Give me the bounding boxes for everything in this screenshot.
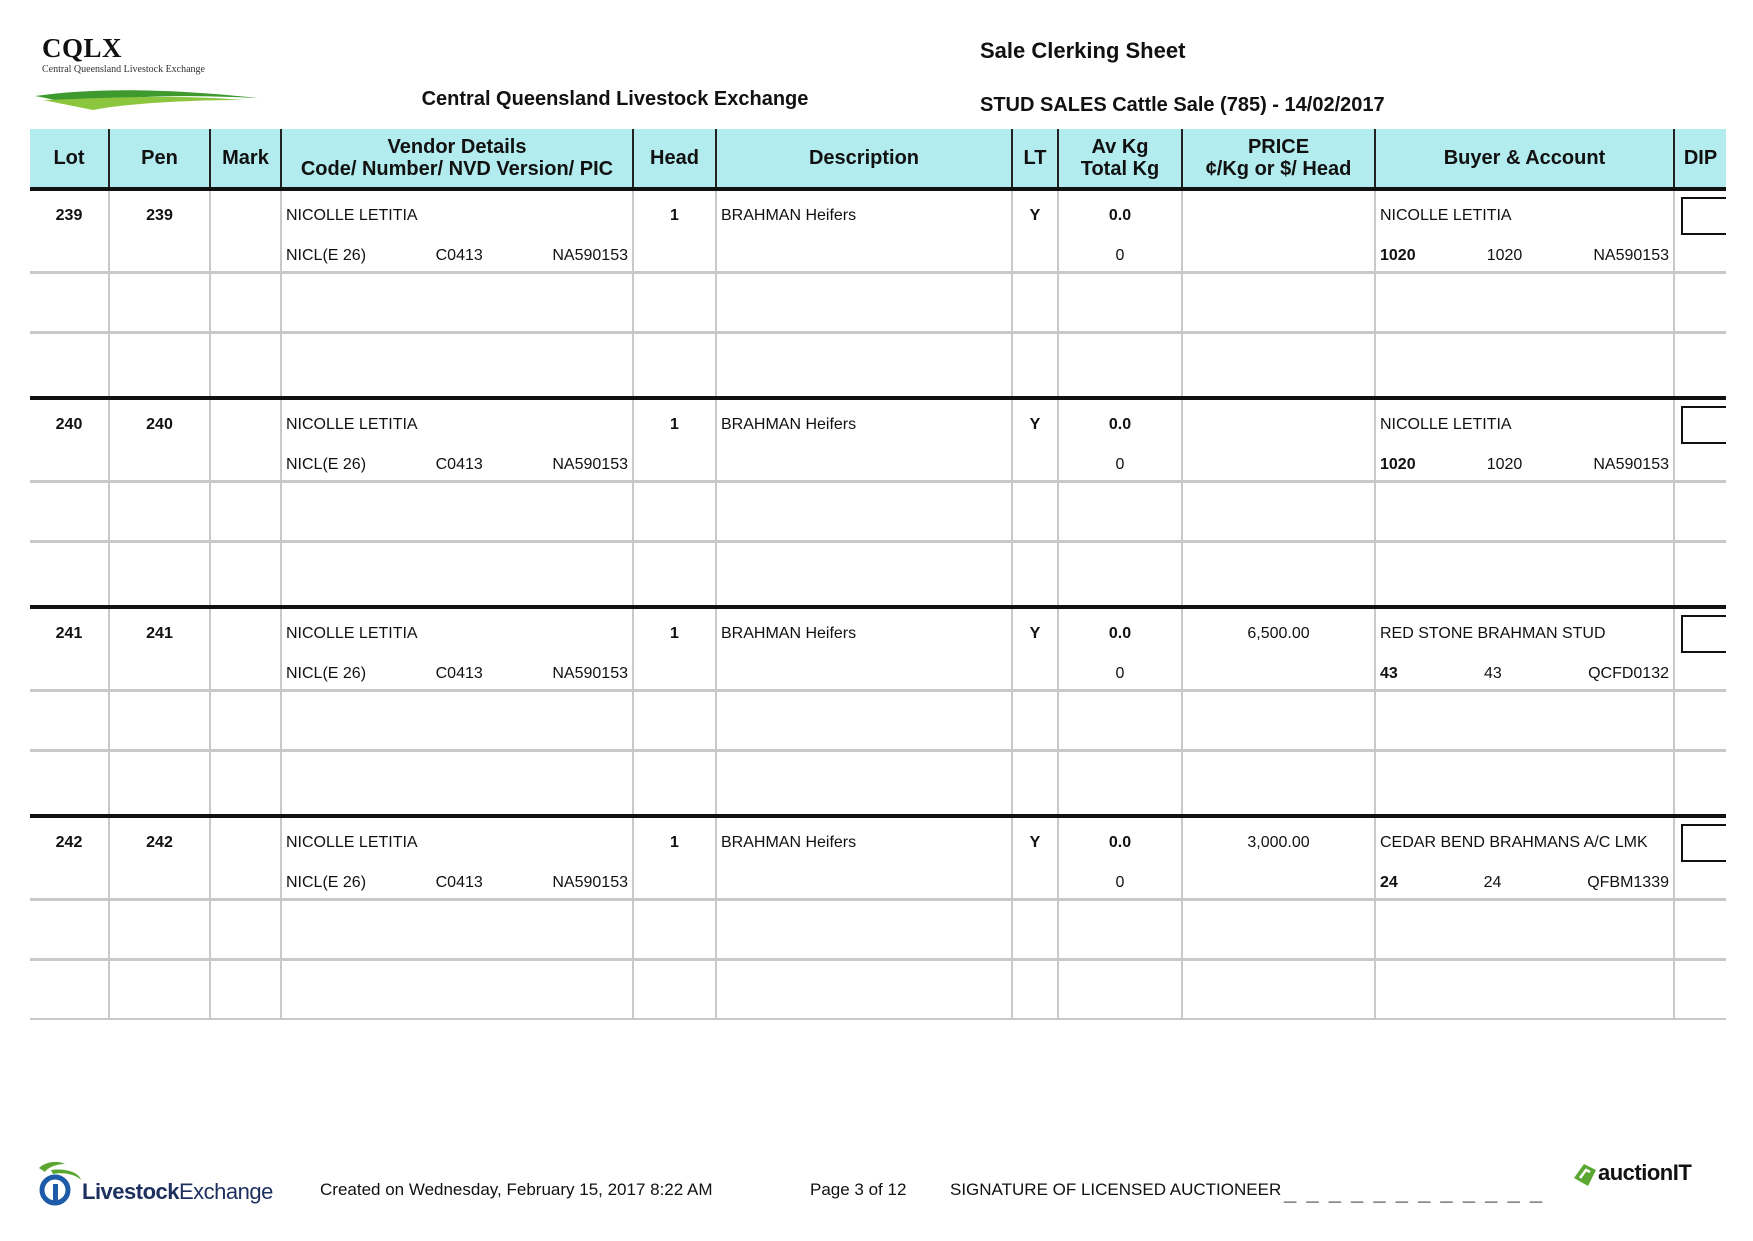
blank-cell[interactable] — [716, 960, 1012, 1020]
blank-cell[interactable] — [633, 273, 716, 333]
logo-text-light: Exchange — [179, 1179, 273, 1204]
col-header-lt: LT — [1012, 129, 1058, 189]
lt-flag: Y — [1012, 189, 1058, 241]
blank-cell[interactable] — [716, 482, 1012, 542]
head-blank — [633, 450, 716, 482]
description-blank — [716, 659, 1012, 691]
vendor-name: NICOLLE LETITIA — [281, 398, 633, 450]
blank-cell[interactable] — [109, 960, 210, 1020]
blank-cell[interactable] — [1182, 273, 1375, 333]
buyer-account: 1020 — [1486, 247, 1523, 264]
blank-cell[interactable] — [1674, 482, 1726, 542]
pen-number: 240 — [109, 398, 210, 450]
dip-cell — [1674, 189, 1726, 241]
page-number: Page 3 of 12 — [810, 1180, 907, 1199]
vendor-name: NICOLLE LETITIA — [281, 189, 633, 241]
vendor-name: NICOLLE LETITIA — [281, 816, 633, 868]
vendor-code: NICL(E 26) — [286, 247, 367, 264]
signature-label: SIGNATURE OF LICENSED AUCTIONEER — [950, 1180, 1282, 1199]
dip-checkbox[interactable] — [1681, 824, 1726, 862]
blank-cell[interactable] — [1182, 482, 1375, 542]
blank-cell[interactable] — [281, 482, 633, 542]
blank-cell[interactable] — [1058, 691, 1182, 751]
blank-cell[interactable] — [30, 751, 109, 817]
blank-cell[interactable] — [281, 542, 633, 608]
buyer-account: 24 — [1483, 874, 1502, 891]
mark-blank — [210, 868, 281, 900]
blank-cell[interactable] — [633, 960, 716, 1020]
dip-blank — [1674, 659, 1726, 691]
blank-cell[interactable] — [716, 900, 1012, 960]
blank-cell[interactable] — [1375, 273, 1674, 333]
vendor-codes — [281, 868, 633, 900]
head-count: 1 — [633, 607, 716, 659]
description: BRAHMAN Heifers — [716, 607, 1012, 659]
lot-row — [30, 398, 1726, 450]
col-header-buyer: Buyer & Account — [1375, 129, 1674, 189]
col-header-price-line2: ¢/Kg or $/ Head — [1205, 158, 1352, 180]
description-blank — [716, 868, 1012, 900]
av-kg: 0.0 — [1058, 189, 1182, 241]
blank-cell[interactable] — [633, 333, 716, 399]
blank-row — [30, 482, 1726, 542]
description-blank — [716, 241, 1012, 273]
pen-blank — [109, 659, 210, 691]
blank-cell[interactable] — [1375, 900, 1674, 960]
dip-blank — [1674, 450, 1726, 482]
blank-cell[interactable] — [1375, 333, 1674, 399]
total-kg: 0 — [1058, 659, 1182, 691]
blank-cell[interactable] — [1182, 691, 1375, 751]
mark-blank — [210, 241, 281, 273]
blank-cell[interactable] — [281, 960, 633, 1020]
vendor-codes — [281, 241, 633, 273]
blank-cell[interactable] — [1012, 273, 1058, 333]
pen-blank — [109, 868, 210, 900]
lot-blank — [30, 868, 109, 900]
blank-row — [30, 273, 1726, 333]
blank-cell[interactable] — [1674, 691, 1726, 751]
blank-cell[interactable] — [1182, 960, 1375, 1020]
blank-cell[interactable] — [1012, 691, 1058, 751]
lot-blank — [30, 450, 109, 482]
mark-blank — [210, 450, 281, 482]
lt-blank — [1012, 450, 1058, 482]
blank-cell[interactable] — [281, 900, 633, 960]
vendor-nvd: C0413 — [435, 665, 483, 682]
lot-row — [30, 816, 1726, 868]
blank-cell[interactable] — [1012, 751, 1058, 817]
lot-detail-row — [30, 659, 1726, 691]
blank-cell[interactable] — [109, 482, 210, 542]
lot-number: 242 — [30, 816, 109, 868]
livestock-exchange-logo-icon — [35, 1160, 83, 1210]
lot-number: 239 — [30, 189, 109, 241]
vendor-code: NICL(E 26) — [286, 665, 367, 682]
blank-cell[interactable] — [210, 960, 281, 1020]
lt-flag: Y — [1012, 816, 1058, 868]
vendor-nvd: C0413 — [435, 247, 483, 264]
blank-cell[interactable] — [210, 273, 281, 333]
av-kg: 0.0 — [1058, 816, 1182, 868]
lot-row — [30, 189, 1726, 241]
blank-cell[interactable] — [633, 542, 716, 608]
price[interactable] — [1182, 398, 1375, 450]
auctionit-logo-text: auctionIT — [1598, 1160, 1692, 1185]
blank-cell[interactable] — [210, 333, 281, 399]
pen-blank — [109, 241, 210, 273]
lot-blank — [30, 241, 109, 273]
blank-cell[interactable] — [716, 751, 1012, 817]
sheet-title: Sale Clerking Sheet — [980, 38, 1186, 63]
blank-cell[interactable] — [1182, 751, 1375, 817]
buyer-account: 43 — [1484, 665, 1502, 682]
mark-cell[interactable] — [210, 398, 281, 450]
blank-cell[interactable] — [633, 482, 716, 542]
vendor-code: NICL(E 26) — [286, 456, 367, 473]
buyer-pic: QFBM1339 — [1587, 874, 1669, 891]
cqlx-logo-subtitle: Central Queensland Livestock Exchange — [42, 64, 205, 75]
lot-number: 241 — [30, 607, 109, 659]
vendor-pic: NA590153 — [552, 874, 628, 891]
buyer-codes — [1375, 868, 1674, 900]
blank-cell[interactable] — [1375, 960, 1674, 1020]
blank-row — [30, 900, 1726, 960]
vendor-pic: NA590153 — [552, 456, 628, 473]
dip-checkbox[interactable] — [1681, 615, 1726, 653]
blank-cell[interactable] — [1674, 751, 1726, 817]
head-count: 1 — [633, 398, 716, 450]
blank-cell[interactable] — [109, 751, 210, 817]
cqlx-logo-text: CQLX — [42, 33, 123, 63]
description: BRAHMAN Heifers — [716, 189, 1012, 241]
blank-cell[interactable] — [1182, 542, 1375, 608]
blank-cell[interactable] — [1674, 900, 1726, 960]
blank-cell[interactable] — [1375, 542, 1674, 608]
col-header-price — [1182, 129, 1375, 189]
price-blank — [1182, 241, 1375, 273]
blank-cell[interactable] — [1058, 751, 1182, 817]
blank-cell[interactable] — [1375, 691, 1674, 751]
blank-cell[interactable] — [281, 751, 633, 817]
blank-cell[interactable] — [210, 900, 281, 960]
lt-flag: Y — [1012, 607, 1058, 659]
vendor-pic: NA590153 — [552, 665, 628, 682]
lt-flag: Y — [1012, 398, 1058, 450]
vendor-nvd: C0413 — [435, 456, 483, 473]
buyer-name[interactable]: CEDAR BEND BRAHMANS A/C LMK — [1375, 816, 1674, 868]
head-blank — [633, 659, 716, 691]
buyer-code: 1020 — [1380, 247, 1416, 264]
col-header-vendor — [281, 129, 633, 189]
head-count: 1 — [633, 816, 716, 868]
signature-line: _ _ _ _ _ _ _ _ _ _ _ _ — [1284, 1180, 1545, 1205]
pen-number: 239 — [109, 189, 210, 241]
blank-cell[interactable] — [30, 482, 109, 542]
livestock-exchange-logo-text — [82, 1179, 273, 1205]
vendor-pic: NA590153 — [552, 247, 628, 264]
col-header-vendor-line2: Code/ Number/ NVD Version/ PIC — [300, 158, 614, 180]
blank-cell[interactable] — [109, 333, 210, 399]
blank-row — [30, 333, 1726, 399]
blank-cell[interactable] — [30, 333, 109, 399]
blank-cell[interactable] — [1674, 542, 1726, 608]
blank-cell[interactable] — [109, 900, 210, 960]
blank-cell[interactable] — [30, 960, 109, 1020]
buyer-name[interactable]: NICOLLE LETITIA — [1375, 189, 1674, 241]
blank-cell[interactable] — [1058, 900, 1182, 960]
blank-cell[interactable] — [1012, 482, 1058, 542]
lt-blank — [1012, 868, 1058, 900]
pen-number: 241 — [109, 607, 210, 659]
blank-cell[interactable] — [210, 691, 281, 751]
av-kg: 0.0 — [1058, 398, 1182, 450]
dip-cell — [1674, 398, 1726, 450]
blank-cell[interactable] — [1012, 542, 1058, 608]
blank-cell[interactable] — [281, 333, 633, 399]
blank-cell[interactable] — [30, 273, 109, 333]
price-blank — [1182, 868, 1375, 900]
col-header-vendor-line1: Vendor Details — [387, 136, 527, 158]
blank-cell[interactable] — [1182, 333, 1375, 399]
head-blank — [633, 868, 716, 900]
buyer-name[interactable]: RED STONE BRAHMAN STUD — [1375, 607, 1674, 659]
blank-cell[interactable] — [1058, 482, 1182, 542]
col-header-avkg-line2: Total Kg — [1080, 158, 1160, 180]
total-kg: 0 — [1058, 241, 1182, 273]
blank-cell[interactable] — [210, 751, 281, 817]
organisation-name: Central Queensland Livestock Exchange — [421, 88, 809, 110]
blank-row — [30, 542, 1726, 608]
col-header-avkg-line1: Av Kg — [1091, 136, 1149, 158]
lot-row — [30, 607, 1726, 659]
blank-cell[interactable] — [716, 691, 1012, 751]
blank-cell[interactable] — [210, 542, 281, 608]
buyer-code: 43 — [1380, 665, 1398, 682]
blank-cell[interactable] — [1058, 960, 1182, 1020]
blank-cell[interactable] — [1012, 333, 1058, 399]
blank-cell[interactable] — [716, 542, 1012, 608]
price[interactable]: 3,000.00 — [1182, 816, 1375, 868]
lot-detail-row — [30, 868, 1726, 900]
pen-blank — [109, 450, 210, 482]
head-count: 1 — [633, 189, 716, 241]
buyer-codes — [1375, 659, 1674, 691]
head-blank — [633, 241, 716, 273]
price-blank — [1182, 659, 1375, 691]
col-header-lot: Lot — [30, 129, 109, 189]
logo-text-bold: Livestock — [82, 1179, 179, 1204]
cqlx-logo-swoosh-icon — [33, 84, 263, 114]
dip-blank — [1674, 241, 1726, 273]
blank-cell[interactable] — [30, 900, 109, 960]
blank-row — [30, 960, 1726, 1020]
vendor-name: NICOLLE LETITIA — [281, 607, 633, 659]
blank-cell[interactable] — [281, 273, 633, 333]
mark-blank — [210, 659, 281, 691]
vendor-nvd: C0413 — [435, 874, 483, 891]
lot-number: 240 — [30, 398, 109, 450]
blank-cell[interactable] — [1012, 900, 1058, 960]
mark-cell[interactable] — [210, 607, 281, 659]
col-header-avkg — [1058, 129, 1182, 189]
blank-cell[interactable] — [1058, 542, 1182, 608]
buyer-code: 24 — [1380, 874, 1398, 891]
mark-cell[interactable] — [210, 189, 281, 241]
table-header-row — [30, 129, 1726, 189]
lt-blank — [1012, 241, 1058, 273]
col-header-price-line1: PRICE — [1247, 136, 1310, 158]
blank-cell[interactable] — [716, 273, 1012, 333]
col-header-description: Description — [716, 129, 1012, 189]
total-kg: 0 — [1058, 450, 1182, 482]
lt-blank — [1012, 659, 1058, 691]
description: BRAHMAN Heifers — [716, 816, 1012, 868]
blank-row — [30, 751, 1726, 817]
blank-cell[interactable] — [633, 691, 716, 751]
col-header-mark: Mark — [210, 129, 281, 189]
blank-cell[interactable] — [1375, 482, 1674, 542]
blank-cell[interactable] — [633, 751, 716, 817]
vendor-codes — [281, 450, 633, 482]
blank-row — [30, 691, 1726, 751]
lot-blank — [30, 659, 109, 691]
av-kg: 0.0 — [1058, 607, 1182, 659]
blank-cell[interactable] — [109, 273, 210, 333]
col-header-head: Head — [633, 129, 716, 189]
blank-cell[interactable] — [716, 333, 1012, 399]
blank-cell[interactable] — [210, 482, 281, 542]
buyer-codes — [1375, 450, 1674, 482]
vendor-code: NICL(E 26) — [286, 874, 367, 891]
mark-cell[interactable] — [210, 816, 281, 868]
blank-cell[interactable] — [1058, 273, 1182, 333]
clerking-table — [30, 129, 1726, 1020]
blank-cell[interactable] — [30, 542, 109, 608]
description-blank — [716, 450, 1012, 482]
total-kg: 0 — [1058, 868, 1182, 900]
created-timestamp: Created on Wednesday, February 15, 2017 8:22 AM — [320, 1180, 713, 1199]
blank-cell[interactable] — [281, 691, 633, 751]
blank-cell[interactable] — [109, 691, 210, 751]
lot-detail-row — [30, 450, 1726, 482]
dip-cell — [1674, 816, 1726, 868]
buyer-pic: NA590153 — [1593, 456, 1669, 473]
blank-cell[interactable] — [30, 691, 109, 751]
dip-checkbox[interactable] — [1681, 197, 1726, 235]
blank-cell[interactable] — [1674, 273, 1726, 333]
buyer-pic: QCFD0132 — [1588, 665, 1669, 682]
table-body — [30, 189, 1726, 1019]
blank-cell[interactable] — [1058, 333, 1182, 399]
price[interactable] — [1182, 189, 1375, 241]
blank-cell[interactable] — [109, 542, 210, 608]
dip-cell — [1674, 607, 1726, 659]
blank-cell[interactable] — [1674, 960, 1726, 1020]
price[interactable]: 6,500.00 — [1182, 607, 1375, 659]
price-blank — [1182, 450, 1375, 482]
col-header-pen: Pen — [109, 129, 210, 189]
pen-number: 242 — [109, 816, 210, 868]
blank-cell[interactable] — [1674, 333, 1726, 399]
col-header-dip: DIP — [1674, 129, 1726, 189]
buyer-pic: NA590153 — [1593, 247, 1669, 264]
auctionit-logo-icon — [1570, 1160, 1598, 1188]
blank-cell[interactable] — [1182, 900, 1375, 960]
buyer-code: 1020 — [1380, 456, 1416, 473]
dip-checkbox[interactable] — [1681, 406, 1726, 444]
buyer-name[interactable]: NICOLLE LETITIA — [1375, 398, 1674, 450]
blank-cell[interactable] — [1375, 751, 1674, 817]
buyer-account: 1020 — [1486, 456, 1523, 473]
lot-detail-row — [30, 241, 1726, 273]
sale-title: STUD SALES Cattle Sale (785) - 14/02/2017 — [980, 94, 1385, 116]
description: BRAHMAN Heifers — [716, 398, 1012, 450]
dip-blank — [1674, 868, 1726, 900]
buyer-codes — [1375, 241, 1674, 273]
vendor-codes — [281, 659, 633, 691]
blank-cell[interactable] — [1012, 960, 1058, 1020]
blank-cell[interactable] — [633, 900, 716, 960]
